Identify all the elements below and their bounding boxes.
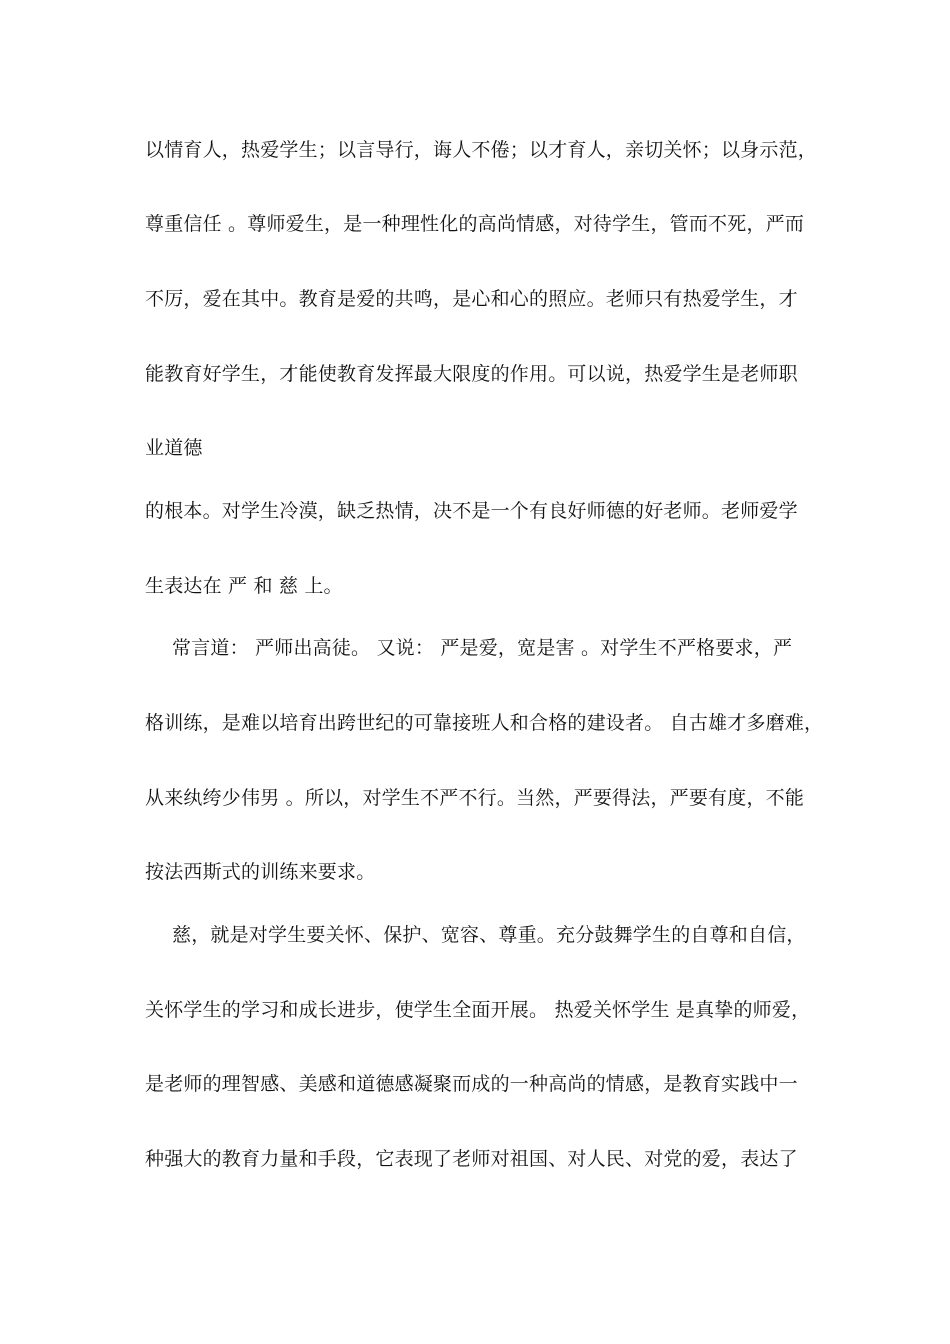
paragraph-first-line: 常言道： 严师出高徒。 又说： 严是爱，宽是害 。对学生不严格要求，严 (172, 637, 793, 659)
text-line: 不厉，爱在其中。教育是爱的共鸣，是心和心的照应。老师只有热爱学生，才 (145, 288, 798, 310)
paragraph-first-line: 慈，就是对学生要关怀、保护、宽容、尊重。充分鼓舞学生的自尊和自信， (172, 924, 806, 946)
text-line: 能教育好学生，才能使教育发挥最大限度的作用。可以说，热爱学生是老师职 (145, 363, 798, 385)
text-line: 关怀学生的学习和成长进步，使学生全面开展。 热爱关怀学生 是真挚的师爱， (145, 999, 811, 1021)
text-line: 格训练，是难以培育出跨世纪的可靠接班人和合格的建设者。 自古雄才多磨难， (145, 712, 824, 734)
text-line: 业道德 (145, 437, 203, 459)
text-line: 以情育人，热爱学生；以言导行，诲人不倦；以才育人，亲切关怀；以身示范， (145, 139, 818, 161)
text-line: 是老师的理智感、美感和道德感凝聚而成的一种高尚的情感，是教育实践中一 (145, 1073, 798, 1095)
text-line: 尊重信任 。尊师爱生，是一种理性化的高尚情感，对待学生，管而不死，严而 (145, 213, 805, 235)
text-line: 从来纨绔少伟男 。所以，对学生不严不行。当然，严要得法，严要有度，不能 (145, 787, 805, 809)
text-line: 种强大的教育力量和手段，它表现了老师对祖国、对人民、对党的爱，表达了 (145, 1148, 798, 1170)
text-line: 生表达在 严 和 慈 上。 (145, 575, 343, 597)
text-line: 按法西斯式的训练来要求。 (145, 861, 376, 883)
text-line: 的根本。对学生冷漠，缺乏热情，决不是一个有良好师德的好老师。老师爱学 (145, 500, 798, 522)
